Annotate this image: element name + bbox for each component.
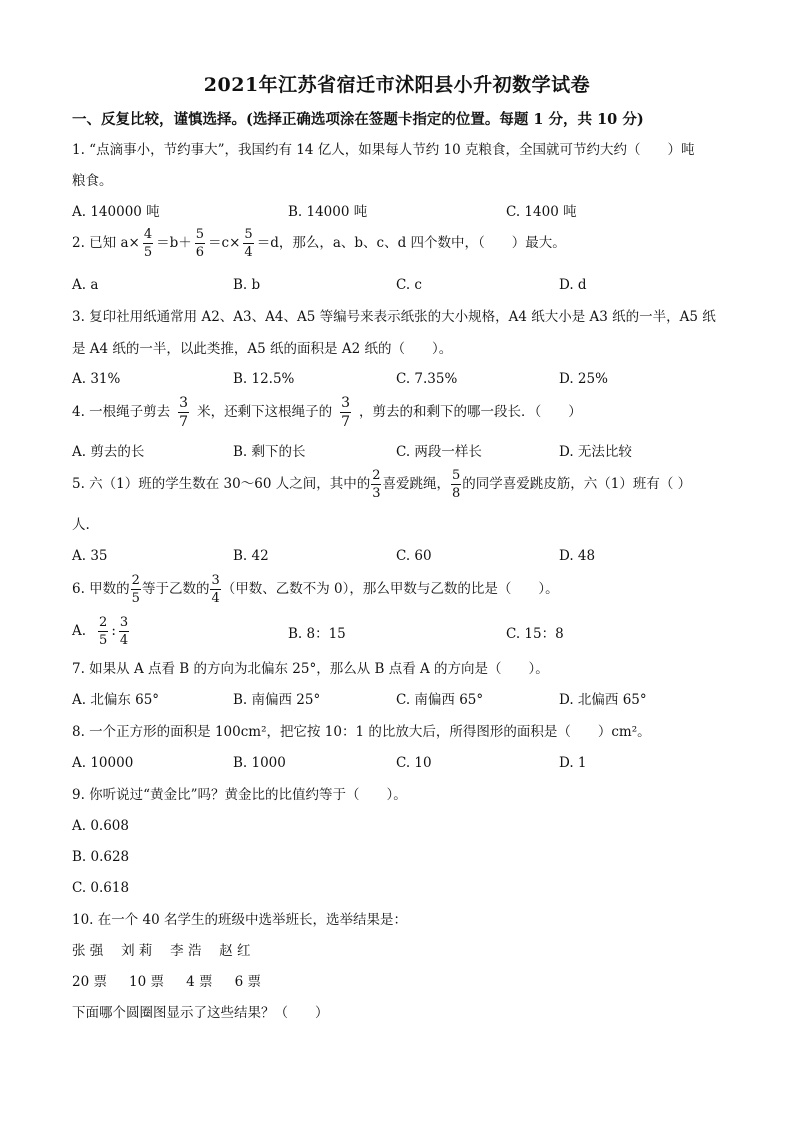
q6-option-c[interactable]: C. 15：8 (506, 626, 564, 642)
question-5-text (72, 469, 691, 500)
page-title: 2021年江苏省宿迁市沭阳县小升初数学试卷 (203, 74, 591, 96)
question-1-text: 1. “点滴事小，节约事大”，我国约有 14 亿人，如果每人节约 10 克粮食，全国就可节约大约（ ）吨 (72, 142, 695, 158)
q2-f2-den: 6 (195, 245, 205, 260)
q6-prefix: 6. 甲数的 (72, 581, 130, 597)
q6-option-b[interactable]: B. 8：15 (288, 626, 346, 642)
q4-fraction-2 (340, 396, 351, 429)
q5-mid: 喜爱跳绳， (382, 476, 450, 492)
q9-option-a[interactable]: A. 0.608 (72, 818, 129, 834)
q4-fraction-1 (178, 396, 189, 429)
q8-option-c[interactable]: C. 10 (396, 755, 432, 771)
q5-option-b[interactable]: B. 42 (233, 548, 269, 564)
q4-f1-den: 7 (179, 414, 189, 430)
q4-suffix: ，剪去的和剩下的哪一段长．（ ） (359, 404, 582, 420)
q1-option-c[interactable]: C. 1400 吨 (506, 204, 577, 220)
q10-question: 下面哪个圆圈图显示了这些结果？（ ） (72, 1005, 329, 1021)
q6-a-f1-num: 2 (99, 615, 108, 630)
q5-option-a[interactable]: A. 35 (72, 548, 108, 564)
question-4-text (72, 396, 582, 429)
q3-option-a[interactable]: A. 31% (72, 371, 121, 387)
q7-option-c[interactable]: C. 南偏西 65° (396, 692, 484, 708)
q2-option-d[interactable]: D. d (559, 277, 587, 293)
question-10-text: 10. 在一个 40 名学生的班级中选举班长，选举结果是： (72, 912, 408, 928)
q10-candidate-names: 张 强 刘 莉 李 浩 赵 红 (72, 943, 251, 959)
question-3-text: 3. 复印社用纸通常用 A2、A3、A4、A5 等编号来表示纸张的大小规格，A4 纸大小是 A3 纸的一半，A5 纸 (72, 309, 716, 325)
q2-f3-num: 5 (244, 227, 253, 242)
q2-f1-num: 4 (143, 227, 153, 242)
q6-suffix: （甲数、乙数不为 0），那么甲数与乙数的比是（ ）。 (221, 581, 559, 597)
question-6-text (72, 574, 559, 605)
q5-f1-num: 2 (372, 468, 381, 483)
q2-mid-2: ＝c× (208, 235, 241, 251)
q2-option-c[interactable]: C. c (396, 277, 422, 293)
q2-f2-num: 5 (195, 227, 205, 242)
question-8-text: 8. 一个正方形的面积是 100cm²，把它按 10：1 的比放大后，所得图形的面积是（ ）cm²。 (72, 724, 651, 740)
q3-option-c[interactable]: C. 7.35% (396, 371, 458, 387)
q2-mid-1: ＝b＋ (156, 235, 192, 251)
q2-suffix: ＝d，那么，a、b、c、d 四个数中，（ ）最大。 (256, 235, 566, 251)
q6-fraction-2 (210, 574, 220, 605)
question-7-text: 7. 如果从 A 点看 B 的方向为北偏东 25°，那么从 B 点看 A 的方向是（ ）。 (72, 661, 549, 677)
q5-suffix: 的同学喜爱跳皮筋，六（1）班有（ ） (462, 476, 692, 492)
question-9-text: 9. 你听说过“黄金比”吗？黄金比的比值约等于（ ）。 (72, 787, 407, 803)
q2-fraction-3 (243, 228, 253, 259)
q4-mid: 米，还剩下这根绳子的 (197, 404, 333, 420)
q6-option-a[interactable] (72, 616, 132, 647)
q8-option-a[interactable]: A. 10000 (72, 755, 134, 771)
q5-f1-den: 3 (372, 486, 381, 501)
q7-option-a[interactable]: A. 北偏东 65° (72, 692, 160, 708)
q4-option-a[interactable]: A. 剪去的长 (72, 444, 145, 460)
q2-f1-den: 5 (143, 245, 153, 260)
q6-f2-den: 4 (211, 591, 220, 606)
q6-option-a-fraction-2 (119, 616, 129, 647)
q6-f1-num: 2 (131, 573, 140, 588)
q6-a-f2-den: 4 (119, 633, 129, 648)
q4-f2-num: 3 (341, 395, 351, 411)
q10-vote-counts: 20 票 10 票 4 票 6 票 (72, 974, 261, 990)
q7-option-b[interactable]: B. 南偏西 25° (233, 692, 321, 708)
q6-fraction-1 (131, 574, 141, 605)
q5-f2-den: 8 (451, 486, 461, 501)
q5-prefix: 5. 六（1）班的学生数在 30～60 人之间，其中的 (72, 476, 371, 492)
q6-f2-num: 3 (211, 573, 220, 588)
q5-option-d[interactable]: D. 48 (559, 548, 596, 564)
q4-option-d[interactable]: D. 无法比较 (559, 444, 632, 460)
q2-fraction-1 (143, 228, 153, 259)
q2-prefix: 2. 已知 a× (72, 235, 140, 251)
q1-option-a[interactable]: A. 140000 吨 (72, 204, 160, 220)
q2-option-b[interactable]: B. b (233, 277, 261, 293)
q4-f2-den: 7 (341, 414, 351, 430)
q3-option-b[interactable]: B. 12.5% (233, 371, 295, 387)
q8-option-d[interactable]: D. 1 (559, 755, 587, 771)
question-1-text-cont: 粮食。 (72, 173, 113, 189)
q2-option-a[interactable]: A. a (72, 277, 99, 293)
q3-option-d[interactable]: D. 25% (559, 371, 608, 387)
q9-option-b[interactable]: B. 0.628 (72, 849, 130, 865)
q4-option-b[interactable]: B. 剩下的长 (233, 444, 306, 460)
question-2-text (72, 228, 566, 259)
q5-fraction-2 (451, 469, 461, 500)
q6-a-f1-den: 5 (99, 633, 108, 648)
q9-option-c[interactable]: C. 0.618 (72, 880, 130, 896)
q8-option-b[interactable]: B. 1000 (233, 755, 286, 771)
q5-f2-num: 5 (451, 468, 461, 483)
q4-prefix: 4. 一根绳子剪去 (72, 404, 171, 420)
q6-mid: 等于乙数的 (141, 581, 210, 597)
q6-option-a-fraction-1 (98, 616, 108, 647)
q6-option-a-label: A. (72, 623, 87, 639)
q4-option-c[interactable]: C. 两段一样长 (396, 444, 482, 460)
q5-fraction-1 (371, 469, 381, 500)
q5-option-c[interactable]: C. 60 (396, 548, 432, 564)
q6-a-f2-num: 3 (119, 615, 129, 630)
question-3-text-cont: 是 A4 纸的一半，以此类推，A5 纸的面积是 A2 纸的（ ）。 (72, 341, 453, 357)
q2-f3-den: 4 (244, 245, 253, 260)
q7-option-d[interactable]: D. 北偏西 65° (559, 692, 647, 708)
q4-f1-num: 3 (179, 395, 189, 411)
section-heading: 一、反复比较，谨慎选择。(选择正确选项涂在签题卡指定的位置。每题 1 分，共 10 分) (72, 111, 644, 128)
q6-f1-den: 5 (131, 591, 140, 606)
q2-fraction-2 (195, 228, 205, 259)
question-5-text-cont: 人. (72, 517, 90, 533)
q6-option-a-colon: : (111, 623, 116, 639)
q1-option-b[interactable]: B. 14000 吨 (288, 204, 368, 220)
